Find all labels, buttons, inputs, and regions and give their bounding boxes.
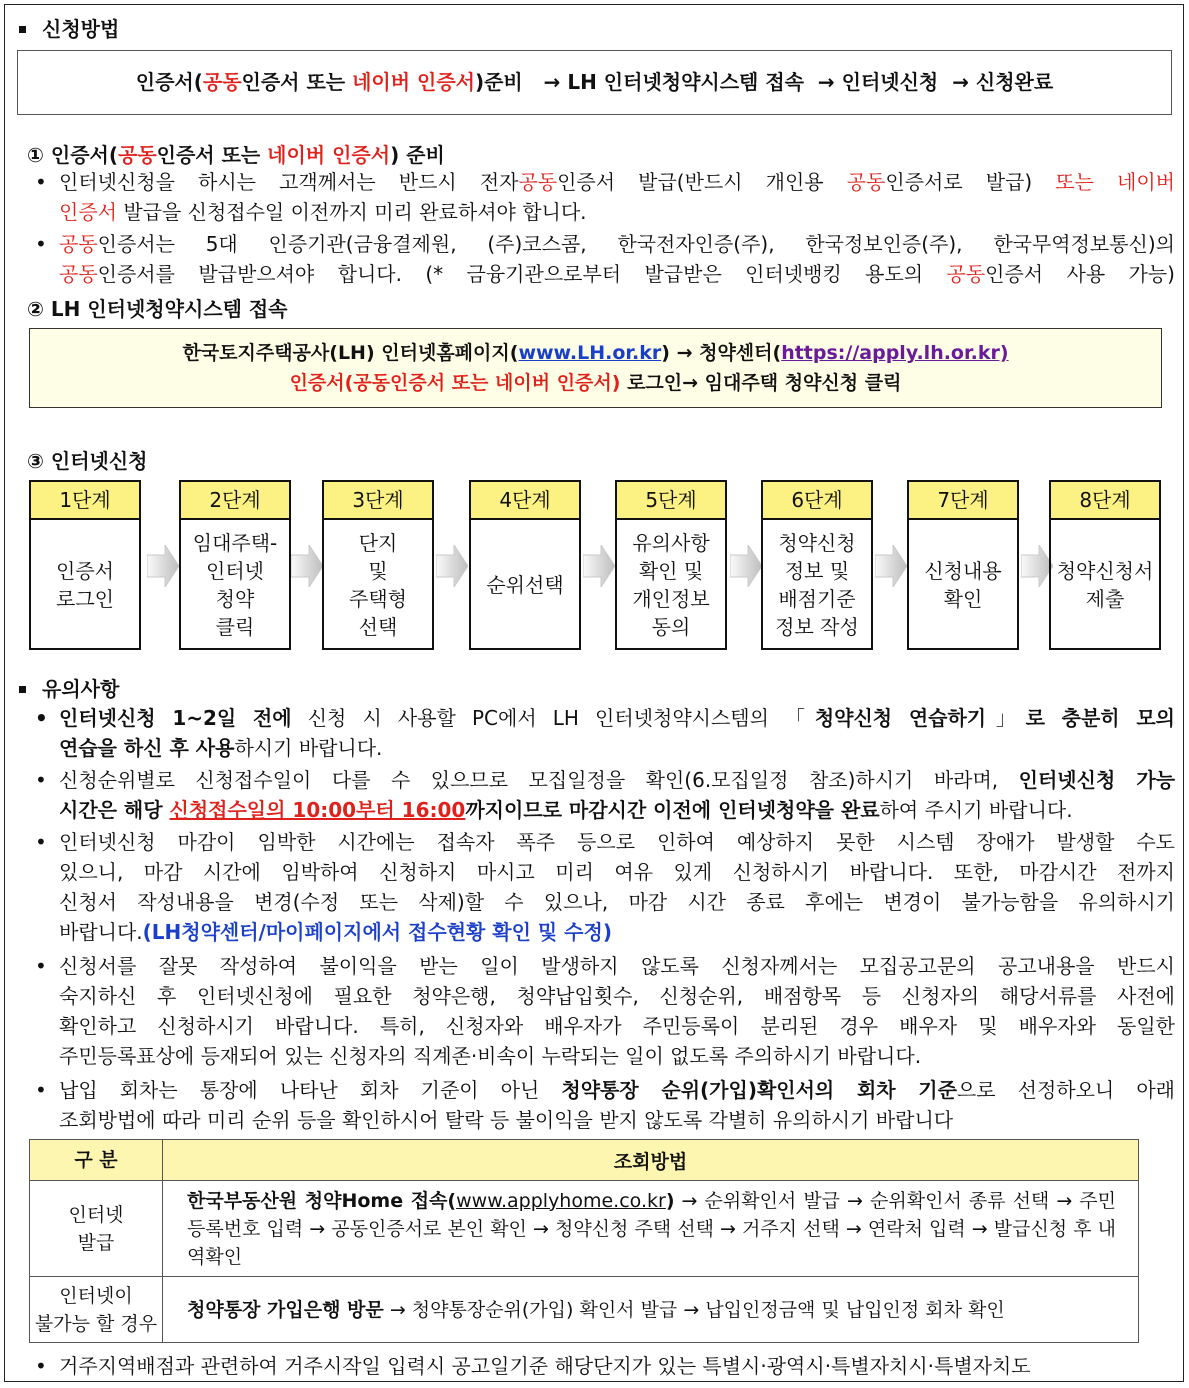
- access-guide-line-1: 한국토지주택공사(LH) 인터넷홈페이지(www.LH.or.kr) → 청약센터(https://apply.lh.or.kr): [182, 342, 1009, 364]
- step-2: 2단계 임대주택- 인터넷 청약 클릭: [179, 480, 291, 650]
- bullet-icon: •: [35, 768, 47, 792]
- note-1: • 인터넷신청 1~2일 전에 신청 시 사용할 PC에서 LH 인터넷청약시스템의 「청약신청 연습하기」로 충분히 모의 연습을 하신 후 사용하시기 바랍니다.: [35, 703, 1175, 763]
- table-row-method: 청약통장 가입은행 방문 → 청약통장순위(가입) 확인서 발급 → 납입인정금액 및 납입인정 회차 확인: [163, 1277, 1139, 1343]
- table-row-method: 한국부동산원 청약Home 접속(www.applyhome.co.kr) → 순위확인서 발급 → 순위확인서 종류 선택 → 주민등록번호 입력 → 공동인증서로 본인 확인 → 청약신청 주택 선택 → 거주지 선택 → 연락처 입력 → 발급신청 후 내역확인: [163, 1181, 1139, 1277]
- bullet-icon: •: [35, 706, 48, 730]
- access-guide-line-2: 인증서(공동인증서 또는 네이버 인증서) 로그인→ 임대주택 청약신청 클릭: [289, 372, 902, 394]
- note-2: • 신청순위별로 신청접수일이 다를 수 있으므로 모집일정을 확인(6.모집일정 참조)하시기 바라며, 인터넷신청 가능 시간은 해당 신청접수일의 10:00부터 16:00까지이므로 마감시간 이전에 인터넷청약을 완료하여 주시기 바랍니다.: [35, 765, 1175, 825]
- table-header-method: 조회방법: [163, 1140, 1139, 1181]
- lh-homepage-link[interactable]: www.LH.or.kr: [518, 342, 662, 364]
- section-title-apply-method: 신청방법: [19, 13, 119, 42]
- bullet-icon: •: [35, 232, 47, 256]
- document-page: [4, 4, 1184, 1382]
- sub-title-certificate: ① 인증서(공동인증서 또는 네이버 인증서) 준비: [27, 143, 445, 167]
- step-arrow-icon: [730, 545, 762, 587]
- step-1: 1단계 인증서 로그인: [29, 480, 141, 650]
- step-4: 4단계 순위선택: [469, 480, 581, 650]
- note-3: • 인터넷신청 마감이 임박한 시간에는 접속자 폭주 등으로 인하여 예상하지 못한 시스템 장애가 발생할 수도 있으니, 마감 시간에 임박하여 신청하지 마시고 미리 여유 있게 신청하시기 바랍니다. 또한, 마감시간 전까지 신청서 작성내용을 변경(수정 또는 삭제)할 수 있으나, 마감 시간 종료 후에는 변경이 불가능함을 유의하시기 바랍니다.(LH청약센터/마이페이지에서 접수현황 확인 및 수정): [35, 827, 1175, 947]
- step-arrow-icon: [147, 545, 179, 587]
- access-guide-box: [29, 328, 1162, 408]
- step-arrow-icon: [291, 545, 323, 587]
- sub-title-internet-apply: ③ 인터넷신청: [27, 449, 148, 473]
- lookup-method-table: [29, 1139, 1139, 1343]
- step-arrow-icon: [875, 545, 907, 587]
- square-bullet-icon: [19, 686, 26, 693]
- step-flow: [29, 480, 1169, 652]
- step-8: 8단계 청약신청서 제출: [1049, 480, 1161, 650]
- step-5: 5단계 유의사항 확인 및 개인정보 동의: [615, 480, 727, 650]
- table-row-label: 인터넷 발급: [30, 1181, 163, 1277]
- step-arrow-icon: [436, 545, 468, 587]
- bullet-icon: •: [35, 1078, 47, 1102]
- apply-flow-box: 인증서(공동인증서 또는 네이버 인증서)준비 → LH 인터넷청약시스템 접속 → 인터넷신청 → 신청완료: [17, 50, 1172, 115]
- note-5: • 납입 회차는 통장에 나타난 회차 기준이 아닌 청약통장 순위(가입)확인서의 회차 기준으로 선정하오니 아래 조회방법에 따라 미리 순위 등을 확인하시어 탈락 등 불이익을 받지 않도록 각별히 유의하시기 바랍니다: [35, 1075, 1175, 1135]
- sub-title-system-access: ② LH 인터넷청약시스템 접속: [27, 297, 288, 321]
- bullet-icon: •: [35, 1354, 47, 1378]
- step-7: 7단계 신청내용 확인: [907, 480, 1019, 650]
- square-bullet-icon: [19, 26, 26, 33]
- certificate-paragraph-2: • 공동인증서는 5대 인증기관(금융결제원, (주)코스콤, 한국전자인증(주), 한국정보인증(주), 한국무역정보통신)의 공동인증서를 발급받으셔야 합니다. (* 금융기관으로부터 발급받은 인터넷뱅킹 용도의 공동인증서 사용 가능): [35, 229, 1175, 289]
- bullet-icon: •: [35, 954, 47, 978]
- step-arrow-icon: [583, 545, 615, 587]
- note-6: • 거주지역배점과 관련하여 거주시작일 입력시 공고일기준 해당단지가 있는 특별시·광역시·특별자치시·특별자치도: [35, 1351, 1175, 1381]
- applyhome-link[interactable]: www.applyhome.co.kr: [456, 1189, 666, 1212]
- step-6: 6단계 청약신청 정보 및 배점기준 정보 작성: [761, 480, 873, 650]
- bullet-icon: •: [35, 170, 47, 194]
- table-row: [30, 1181, 1139, 1277]
- section-title-notes: 유의사항: [19, 673, 119, 702]
- bullet-icon: •: [35, 830, 47, 854]
- table-row: [30, 1277, 1139, 1343]
- step-3: 3단계 단지 및 주택형 선택: [322, 480, 434, 650]
- note-4: • 신청서를 잘못 작성하여 불이익을 받는 일이 발생하지 않도록 신청자께서는 모집공고문의 공고내용을 반드시 숙지하신 후 인터넷신청에 필요한 청약은행, 청약납입횟수, 신청순위, 배점항목 등 신청자의 해당서류를 사전에 확인하고 신청하시기 바랍니다. 특히, 신청자와 배우자가 주민등록이 분리된 경우 배우자 및 배우자와 동일한 주민등록표상에 등재되어 있는 신청자의 직계존·비속이 누락되는 일이 없도록 주의하시기 바랍니다.: [35, 951, 1175, 1071]
- table-header-row: [30, 1140, 1139, 1181]
- table-row-label: 인터넷이 불가능 할 경우: [30, 1277, 163, 1343]
- apply-center-link[interactable]: https://apply.lh.or.kr): [781, 342, 1009, 364]
- certificate-paragraph-1: • 인터넷신청을 하시는 고객께서는 반드시 전자공동인증서 발급(반드시 개인용 공동인증서로 발급) 또는 네이버 인증서 발급을 신청접수일 이전까지 미리 완료하셔야 합니다.: [35, 167, 1175, 227]
- table-header-category: 구 분: [30, 1140, 163, 1181]
